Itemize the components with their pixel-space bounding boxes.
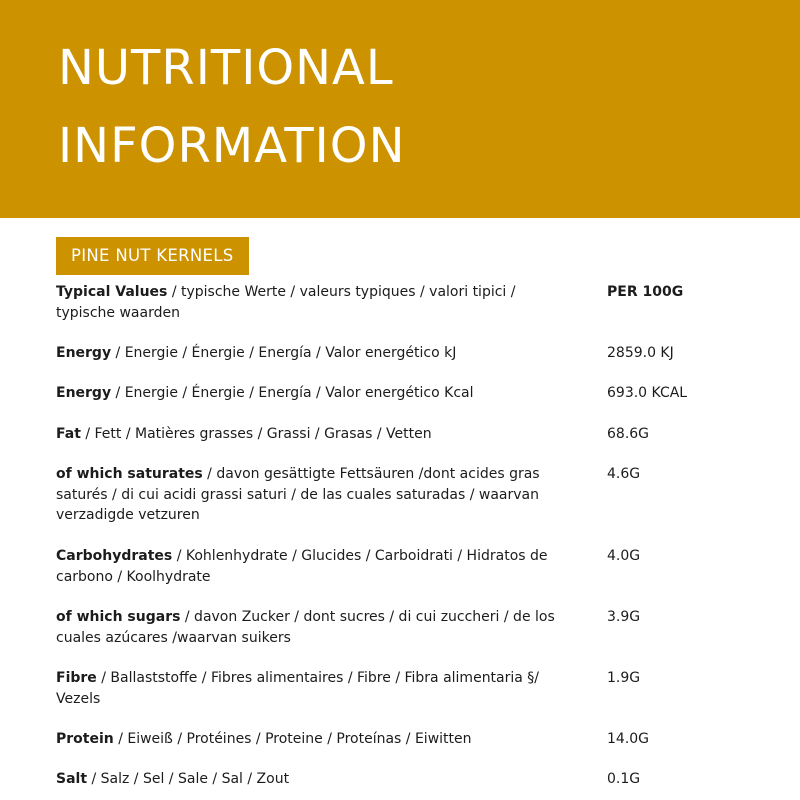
nutrient-label xyxy=(56,769,556,790)
nutrient-value: 693.0 KCAL xyxy=(607,385,688,401)
nutrient-name: of which saturates xyxy=(56,466,203,482)
nutrient-translations: / Salz / Sel / Sale / Sal / Zout xyxy=(87,771,290,787)
nutrient-name: of which sugars xyxy=(56,609,181,625)
nutrient-name: Salt xyxy=(56,771,88,787)
nutrient-name: Fat xyxy=(56,426,81,442)
nutrient-translations: / Energie / Énergie / Energía / Valor energético kJ xyxy=(111,345,457,361)
nutrient-value: 4.0G xyxy=(607,548,641,564)
nutrient-label xyxy=(56,546,556,587)
nutrient-label xyxy=(56,464,556,526)
nutrient-translations: / davon Zucker / dont sucres / di cui zuccheri / de los cuales azúcares /waarvan suikers xyxy=(56,609,555,646)
nutrient-translations: / Eiweiß / Protéines / Proteine / Proteínas / Eiwitten xyxy=(113,731,472,747)
nutrient-value: 2859.0 KJ xyxy=(607,345,674,361)
table-header-label xyxy=(56,282,556,323)
nutrient-translations: / Energie / Énergie / Energía / Valor energético Kcal xyxy=(111,385,474,401)
nutrient-label xyxy=(56,668,556,709)
table-header-value: PER 100G xyxy=(607,284,684,300)
nutrient-translations: / Kohlenhydrate / Glucides / Carboidrati / Hidratos de carbono / Koolhydrate xyxy=(56,548,548,585)
nutrient-value: 1.9G xyxy=(607,670,641,686)
nutrient-label xyxy=(56,607,556,648)
nutrient-translations: / Fett / Matières grasses / Grassi / Grasas / Vetten xyxy=(80,426,432,442)
nutrient-name: Energy xyxy=(56,345,112,361)
table-header-label-bold: Typical Values xyxy=(56,284,168,300)
nutrient-value: 14.0G xyxy=(607,731,650,747)
page-title-line-1: NUTRITIONAL xyxy=(58,40,394,96)
nutrient-label xyxy=(56,424,556,445)
nutrient-value: 3.9G xyxy=(607,609,641,625)
nutrient-name: Carbohydrates xyxy=(56,548,173,564)
product-name-badge: PINE NUT KERNELS xyxy=(56,237,249,275)
nutrient-translations: / davon gesättigte Fettsäuren /dont acides gras saturés / di cui acidi grassi saturi / de las cuales saturadas / waarvan verzadigde vetzuren xyxy=(56,466,540,523)
page-title-line-2: INFORMATION xyxy=(58,118,406,174)
nutrient-name: Protein xyxy=(56,731,114,747)
nutrient-value: 68.6G xyxy=(607,426,650,442)
nutrient-value: 0.1G xyxy=(607,771,641,787)
nutrient-label xyxy=(56,343,556,364)
header-banner xyxy=(0,0,800,218)
nutrient-name: Energy xyxy=(56,385,112,401)
nutrient-label xyxy=(56,729,556,750)
nutrient-name: Fibre xyxy=(56,670,97,686)
nutrient-translations: / Ballaststoffe / Fibres alimentaires / Fibre / Fibra alimentaria §/ Vezels xyxy=(56,670,540,707)
nutrient-value: 4.6G xyxy=(607,466,641,482)
nutrient-label xyxy=(56,383,556,404)
table-header-label-translations: / typische Werte / valeurs typiques / valori tipici / typische waarden xyxy=(56,284,516,321)
